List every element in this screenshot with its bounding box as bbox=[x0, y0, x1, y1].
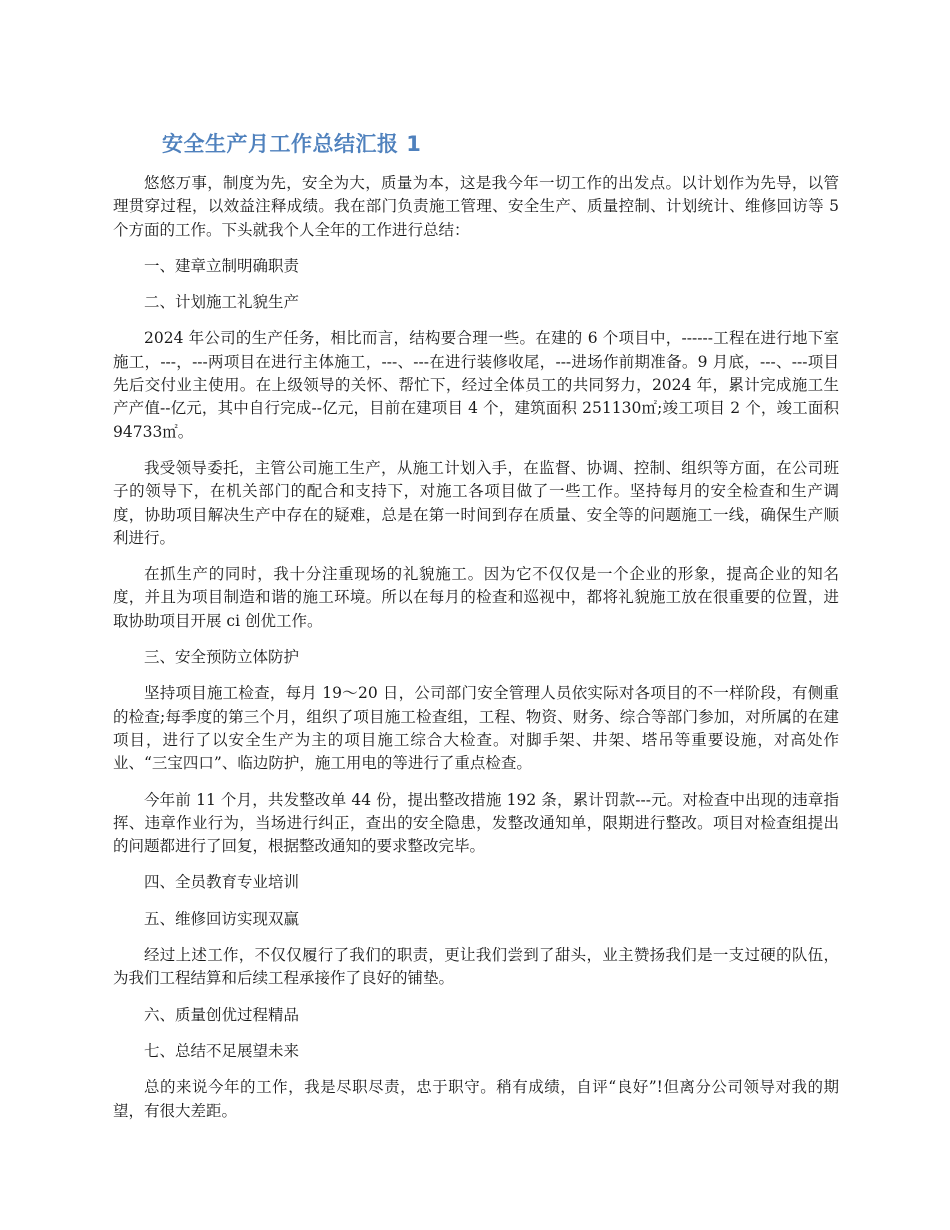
intro-paragraph: 悠悠万事，制度为先，安全为大，质量为本，这是我今年一切工作的出发点。以计划作为先导，以管理贯穿过程，以效益注释成绩。我在部门负责施工管理、安全生产、质量控制、计划统计、维修回访等 5 个方面的工作。下头就我个人全年的工作进行总结： bbox=[113, 174, 839, 239]
safety-inspection-paragraph: 坚持项目施工检查，每月 19～20 日，公司部门安全管理人员依实际对各项目的不一样阶段，有侧重的检查;每季度的第三个月，组织了项目施工检查组，工程、物资、财务、综合等部门参加，对所属的在建项目，进行了以安全生产为主的项目施工综合大检查。对脚手架、井架、塔吊等重要设施，对高处作业、“三宝四口”、临边防护，施工用电的等进行了重点检查。 bbox=[113, 684, 839, 773]
civilized-construction-paragraph: 在抓生产的同时，我十分注重现场的礼貌施工。因为它不仅仅是一个企业的形象，提高企业的知名度，并且为项目制造和谐的施工环境。所以在每月的检查和巡视中，都将礼貌施工放在很重要的位置，进取协助项目开展 ci 创优工作。 bbox=[113, 565, 839, 630]
document-title: 安全生产月工作总结汇报 1 bbox=[162, 132, 422, 156]
construction-management-paragraph: 我受领导委托，主管公司施工生产，从施工计划入手，在监督、协调、控制、组织等方面，在公司班子的领导下，在机关部门的配合和支持下，对施工各项目做了一些工作。坚持每月的安全检查和生产调度，协助项目解决生产中存在的疑难，总是在第一时间到存在质量、安全等的问题施工一线，确保生产顺利进行。 bbox=[113, 458, 839, 547]
section-heading-3: 三、安全预防立体防护 bbox=[144, 648, 300, 667]
section-heading-5: 五、维修回访实现双赢 bbox=[144, 909, 300, 928]
conclusion-paragraph: 总的来说今年的工作，我是尽职尽责，忠于职守。稍有成绩，自评“良好”!但离分公司领导对我的期望，有很大差距。 bbox=[113, 1078, 839, 1120]
maintenance-paragraph: 经过上述工作，不仅仅履行了我们的职责，更让我们尝到了甜头，业主赞扬我们是一支过硬的队伍，为我们工程结算和后续工程承接作了良好的铺垫。 bbox=[113, 946, 839, 988]
section-heading-7: 七、总结不足展望未来 bbox=[144, 1041, 300, 1060]
production-summary-paragraph: 2024 年公司的生产任务，相比而言，结构要合理一些。在建的 6 个项目中，------工程在进行地下室施工，---，---两项目在进行主体施工，---、---在进行装修收尾，---进场作前期准备。9 月底，---、---项目先后交付业主使用。在上级领导的关怀、帮忙下，经过全体员工的共同努力，2024 年，累计完成施工生产产值--亿元，其中自行完成--亿元，目前在建项目 4 个，建筑面积 251130㎡;竣工项目 2 个，竣工面积 94733㎡。 bbox=[113, 329, 839, 441]
document-body bbox=[113, 172, 839, 1136]
section-heading-1: 一、建章立制明确职责 bbox=[144, 256, 300, 275]
rectification-paragraph: 今年前 11 个月，共发整改单 44 份，提出整改措施 192 条，累计罚款---元。对检查中出现的违章指挥、违章作业行为，当场进行纠正，查出的安全隐患，发整改通知单，限期进行整改。项目对检查组提出的问题都进行了回复，根据整改通知的要求整改完毕。 bbox=[113, 790, 839, 856]
section-heading-2: 二、计划施工礼貌生产 bbox=[144, 293, 300, 312]
section-heading-4: 四、全员教育专业培训 bbox=[144, 873, 300, 892]
section-heading-6: 六、质量创优过程精品 bbox=[144, 1005, 300, 1024]
